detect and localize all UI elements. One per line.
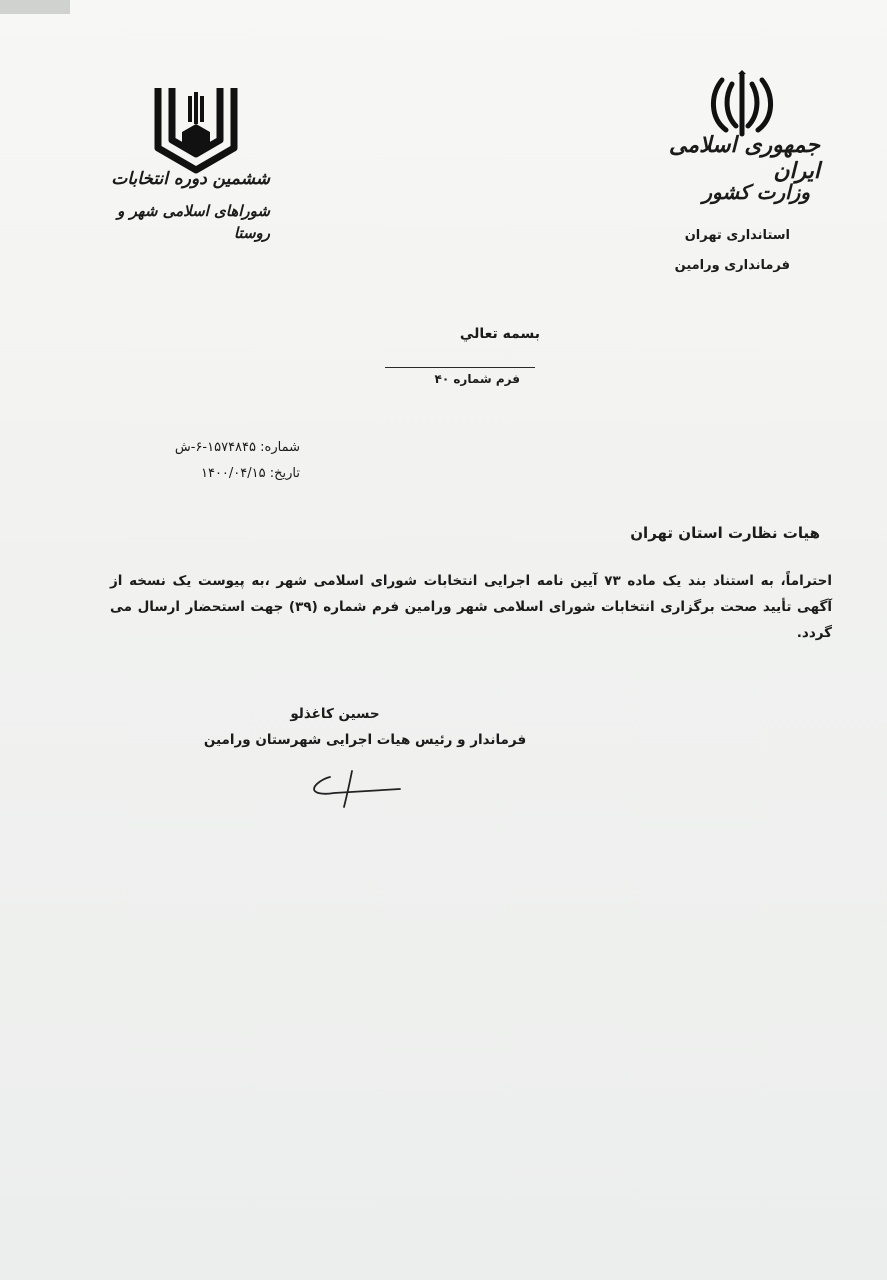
paper-fold bbox=[0, 0, 70, 14]
republic-title: جمهوری اسلامی ایران bbox=[668, 132, 820, 184]
iran-emblem-icon bbox=[708, 70, 776, 140]
addressee: هیات نظارت استان تهران bbox=[630, 524, 820, 542]
county-label: فرمانداری ورامین bbox=[674, 258, 790, 273]
form-number-divider bbox=[385, 367, 535, 368]
governorate-label: استانداری تهران bbox=[684, 228, 790, 243]
election-councils-label: شوراهای اسلامی شهر و روستا bbox=[117, 202, 270, 242]
invocation-heading: بسمه تعالي bbox=[459, 326, 540, 342]
form-number: فرم شماره ۴۰ bbox=[434, 372, 520, 386]
letter-number: شماره: ۱۵۷۴۸۴۵-۶-ش bbox=[174, 440, 300, 455]
handwritten-signature bbox=[300, 765, 410, 815]
ministry-title: وزارت کشور bbox=[702, 180, 810, 204]
letter-body: احتراماً، به استناد بند یک ماده ۷۳ آیین نامه اجرایی انتخابات شورای اسلامی شهر ،به پیوست یک نسخه از آگهی تأیید صحت برگزاری انتخابات شورای اسلامی شهر ورامین فرم شماره (۳۹) جهت استحضار ارسال می گردد. bbox=[110, 573, 832, 641]
signer-title: فرماندار و رئیس هیات اجرایی شهرستان ورامین bbox=[203, 732, 527, 748]
letter-date: تاریخ: ۱۴۰۰/۰۴/۱۵ bbox=[200, 466, 300, 481]
signer-name: حسین کاغذلو bbox=[290, 706, 380, 722]
ballot-box-emblem-icon bbox=[148, 78, 244, 178]
election-period-label: ششمین دوره انتخابات bbox=[111, 169, 270, 189]
